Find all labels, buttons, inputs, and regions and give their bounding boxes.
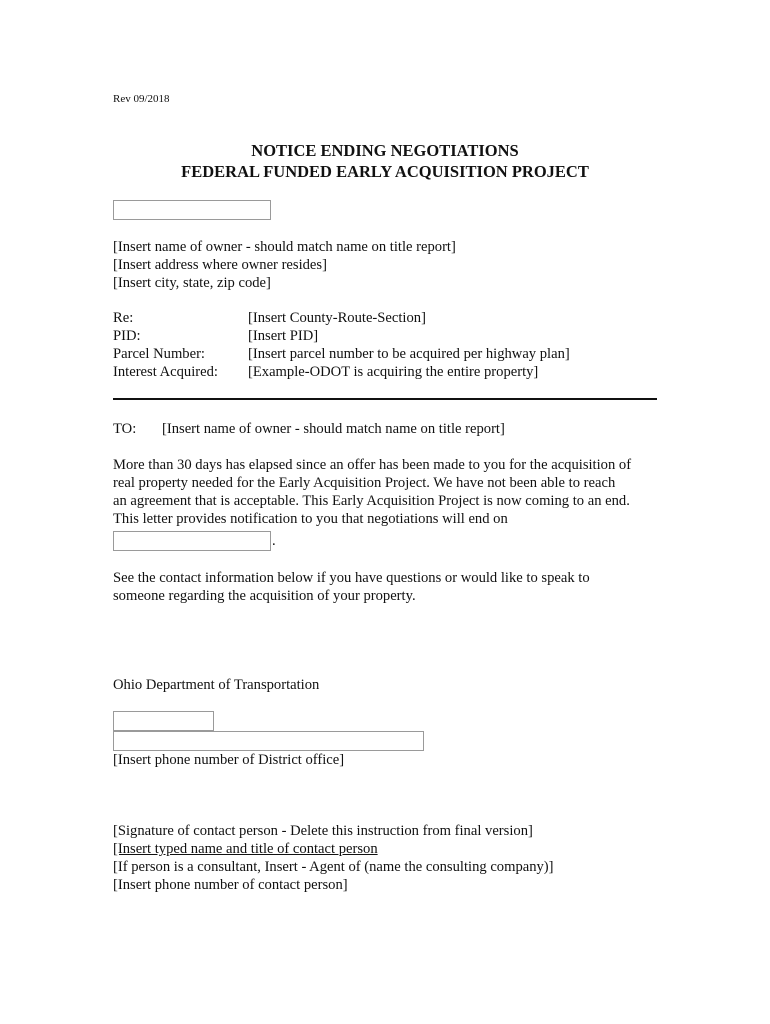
- body-line-3: an agreement that is acceptable. This Early Acquisition Project is now coming to an end.: [113, 493, 630, 509]
- re-label: Re:: [113, 310, 134, 326]
- re-value: [Insert County-Route-Section]: [248, 310, 426, 326]
- to-value: [Insert name of owner - should match name on title report]: [162, 421, 505, 437]
- interest-acquired-value: [Example-ODOT is acquiring the entire property]: [248, 364, 539, 380]
- date-field[interactable]: [113, 200, 271, 220]
- signature-line: [Signature of contact person - Delete this instruction from final version]: [113, 823, 533, 839]
- district-phone-line: [Insert phone number of District office]: [113, 752, 345, 768]
- owner-address-line: [Insert address where owner resides]: [113, 257, 327, 273]
- body-line-2: real property needed for the Early Acquisition Project. We have not been able to reach: [113, 475, 616, 491]
- interest-acquired-label: Interest Acquired:: [113, 364, 218, 380]
- district-address-field[interactable]: [113, 731, 424, 751]
- odot-name: Ohio Department of Transportation: [113, 677, 320, 693]
- body-line-4: This letter provides notification to you that negotiations will end on: [113, 511, 508, 527]
- contact-info-line-2: someone regarding the acquisition of your property.: [113, 588, 416, 604]
- title-line-1: NOTICE ENDING NEGOTIATIONS: [251, 141, 519, 160]
- title-line-2: FEDERAL FUNDED EARLY ACQUISITION PROJECT: [181, 162, 589, 181]
- owner-name-line: [Insert name of owner - should match name on title report]: [113, 239, 456, 255]
- body-line-1: More than 30 days has elapsed since an offer has been made to you for the acquisition of: [113, 457, 632, 473]
- negotiation-end-date-field[interactable]: [113, 531, 271, 551]
- parcel-number-value: [Insert parcel number to be acquired per highway plan]: [248, 346, 570, 362]
- pid-label: PID:: [113, 328, 141, 344]
- end-date-period: .: [272, 533, 276, 549]
- district-field[interactable]: [113, 711, 214, 731]
- to-label: TO:: [113, 421, 137, 437]
- consultant-agent-line: [If person is a consultant, Insert - Agent of (name the consulting company)]: [113, 859, 554, 875]
- horizontal-rule: [113, 398, 657, 400]
- contact-phone-line: [Insert phone number of contact person]: [113, 877, 348, 893]
- revision-label: Rev 09/2018: [113, 93, 170, 105]
- owner-city-line: [Insert city, state, zip code]: [113, 275, 271, 291]
- contact-info-line-1: See the contact information below if you have questions or would like to speak to: [113, 570, 590, 586]
- parcel-number-label: Parcel Number:: [113, 346, 205, 362]
- typed-name-title-line: [Insert typed name and title of contact person: [113, 841, 378, 857]
- pid-value: [Insert PID]: [248, 328, 319, 344]
